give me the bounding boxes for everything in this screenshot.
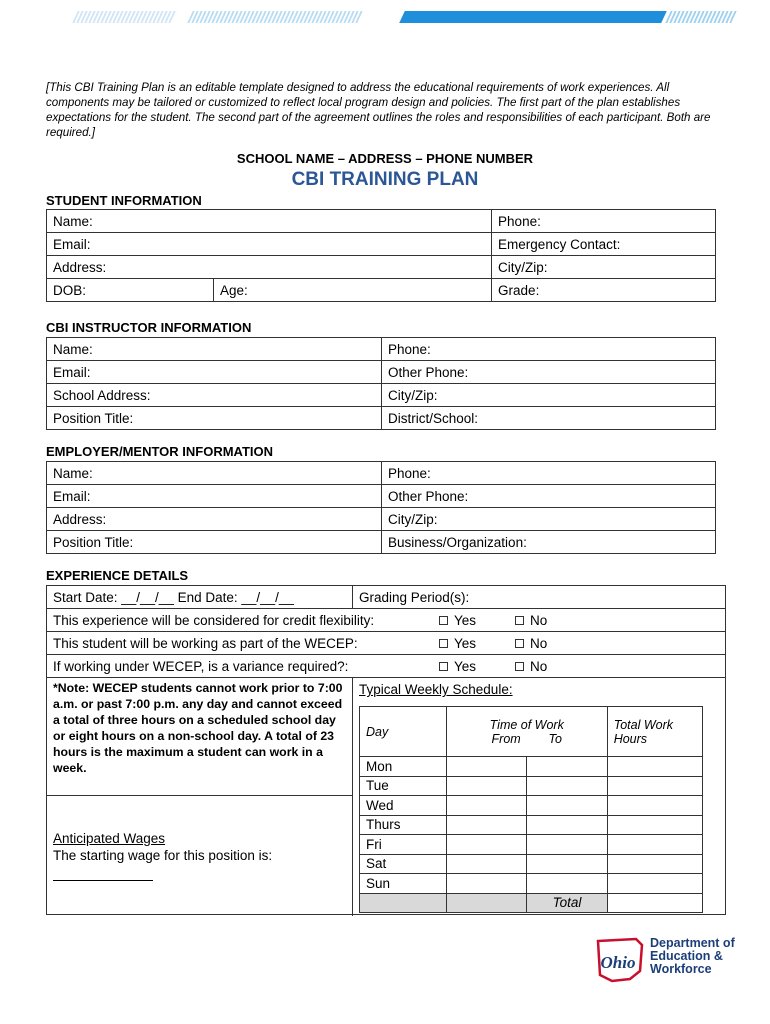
hours-cell[interactable] — [607, 874, 702, 894]
instructor-position-field[interactable]: Position Title: — [47, 407, 382, 430]
variance-row — [47, 655, 725, 678]
student-address-field[interactable]: Address: — [47, 256, 492, 279]
instructor-heading: CBI INSTRUCTOR INFORMATION — [46, 320, 252, 335]
header-stripe — [665, 11, 737, 23]
employer-table — [46, 461, 716, 554]
wecep-yes[interactable]: Yes — [439, 636, 476, 651]
shaded-cell — [360, 893, 447, 913]
credit-flex-row — [47, 609, 725, 632]
to-cell[interactable] — [527, 835, 607, 855]
credit-flex-label: This experience will be considered for credit flexibility: — [53, 613, 375, 628]
header-stripe — [72, 11, 178, 23]
from-cell[interactable] — [446, 757, 526, 777]
variance-label: If working under WECEP, is a variance required?: — [53, 659, 349, 674]
instructor-name-field[interactable]: Name: — [47, 338, 382, 361]
day-label: Mon — [360, 757, 447, 777]
credit-flex-no[interactable]: No — [515, 613, 547, 628]
checkbox-icon — [439, 639, 448, 648]
logo-text: Department of Education & Workforce — [650, 936, 735, 976]
header-stripe — [399, 11, 667, 23]
student-phone-field[interactable]: Phone: — [492, 210, 716, 233]
header-stripe — [187, 11, 363, 23]
instructor-email-field[interactable]: Email: — [47, 361, 382, 384]
employer-cityzip-field[interactable]: City/Zip: — [382, 508, 716, 531]
employer-email-field[interactable]: Email: — [47, 485, 382, 508]
student-email-field[interactable]: Email: — [47, 233, 492, 256]
total-hours-header: Total Work Hours — [607, 707, 702, 757]
day-label: Wed — [360, 796, 447, 816]
employer-name-field[interactable]: Name: — [47, 462, 382, 485]
ohio-dept-logo — [590, 935, 740, 985]
employer-business-field[interactable]: Business/Organization: — [382, 531, 716, 554]
column-divider — [352, 678, 353, 916]
page-title: CBI TRAINING PLAN — [291, 169, 479, 190]
to-cell[interactable] — [527, 815, 607, 835]
student-emergency-field[interactable]: Emergency Contact: — [492, 233, 716, 256]
total-label: Total — [527, 893, 607, 913]
instructor-cityzip-field[interactable]: City/Zip: — [382, 384, 716, 407]
hours-cell[interactable] — [607, 796, 702, 816]
wage-input-line[interactable] — [53, 880, 153, 881]
student-grade-field[interactable]: Grade: — [492, 279, 716, 302]
from-cell[interactable] — [446, 796, 526, 816]
ohio-state-icon — [590, 935, 648, 985]
time-header: Time of Work From To — [446, 707, 607, 757]
ohio-script: Ohio — [600, 953, 636, 972]
checkbox-icon — [515, 662, 524, 671]
student-heading: STUDENT INFORMATION — [46, 193, 202, 208]
to-cell[interactable] — [527, 874, 607, 894]
experience-details — [46, 585, 726, 915]
wecep-row — [47, 632, 725, 655]
employer-phone-field[interactable]: Phone: — [382, 462, 716, 485]
student-table — [46, 209, 716, 302]
from-cell[interactable] — [446, 776, 526, 796]
instructor-school-address-field[interactable]: School Address: — [47, 384, 382, 407]
wecep-note: *Note: WECEP students cannot work prior to 7:00 a.m. or past 7:00 p.m. any day and cannot exceed a total of three hours on a scheduled school day or eight hours on a non-school day. A total of 23 hours is the maximum a student can work in a week. — [53, 681, 343, 775]
employer-other-phone-field[interactable]: Other Phone: — [382, 485, 716, 508]
checkbox-icon — [439, 616, 448, 625]
student-age-field[interactable]: Age: — [214, 279, 492, 302]
employer-heading: EMPLOYER/MENTOR INFORMATION — [46, 444, 274, 459]
day-label: Fri — [360, 835, 447, 855]
from-cell[interactable] — [446, 874, 526, 894]
day-label: Thurs — [360, 815, 447, 835]
hours-cell[interactable] — [607, 835, 702, 855]
to-cell[interactable] — [527, 776, 607, 796]
credit-flex-yes[interactable]: Yes — [439, 613, 476, 628]
total-hours-cell[interactable] — [607, 893, 702, 913]
weekly-schedule — [359, 706, 703, 913]
day-header: Day — [360, 707, 447, 757]
student-dob-field[interactable]: DOB: — [47, 279, 214, 302]
hours-cell[interactable] — [607, 854, 702, 874]
to-cell[interactable] — [527, 757, 607, 777]
intro-text: [This CBI Training Plan is an editable template designed to address the educational requirements of work experiences. All components may be tailored or customized to reflect local program design and policies. The first part of the plan establishes expectations for the student. The second part of the agreement outlines the roles and responsibilities of each participant. Both are required.] — [46, 81, 711, 139]
employer-address-field[interactable]: Address: — [47, 508, 382, 531]
divider — [47, 795, 353, 796]
wecep-label: This student will be working as part of the WECEP: — [53, 636, 358, 651]
day-label: Sun — [360, 874, 447, 894]
from-cell[interactable] — [446, 854, 526, 874]
employer-position-field[interactable]: Position Title: — [47, 531, 382, 554]
dates-row — [47, 586, 725, 609]
hours-cell[interactable] — [607, 757, 702, 777]
variance-no[interactable]: No — [515, 659, 547, 674]
day-label: Tue — [360, 776, 447, 796]
from-cell[interactable] — [446, 815, 526, 835]
instructor-table — [46, 337, 716, 430]
instructor-other-phone-field[interactable]: Other Phone: — [382, 361, 716, 384]
school-line: SCHOOL NAME – ADDRESS – PHONE NUMBER — [236, 151, 534, 166]
from-cell[interactable] — [446, 835, 526, 855]
day-label: Sat — [360, 854, 447, 874]
hours-cell[interactable] — [607, 776, 702, 796]
hours-cell[interactable] — [607, 815, 702, 835]
grading-period-field[interactable]: Grading Period(s): — [359, 590, 470, 605]
wages-text: The starting wage for this position is: — [53, 848, 273, 863]
student-cityzip-field[interactable]: City/Zip: — [492, 256, 716, 279]
wages-title: Anticipated Wages — [53, 831, 166, 846]
checkbox-icon — [515, 616, 524, 625]
shaded-cell — [446, 893, 526, 913]
dates-field[interactable]: Start Date: __/__/__ End Date: __/__/__ — [53, 590, 294, 605]
instructor-phone-field[interactable]: Phone: — [382, 338, 716, 361]
schedule-title: Typical Weekly Schedule: — [359, 682, 513, 697]
to-cell[interactable] — [527, 796, 607, 816]
instructor-district-field[interactable]: District/School: — [382, 407, 716, 430]
checkbox-icon — [439, 662, 448, 671]
wecep-no[interactable]: No — [515, 636, 547, 651]
student-name-field[interactable]: Name: — [47, 210, 492, 233]
checkbox-icon — [515, 639, 524, 648]
variance-yes[interactable]: Yes — [439, 659, 476, 674]
header-decoration — [70, 11, 734, 23]
to-cell[interactable] — [527, 854, 607, 874]
experience-heading: EXPERIENCE DETAILS — [46, 568, 189, 583]
